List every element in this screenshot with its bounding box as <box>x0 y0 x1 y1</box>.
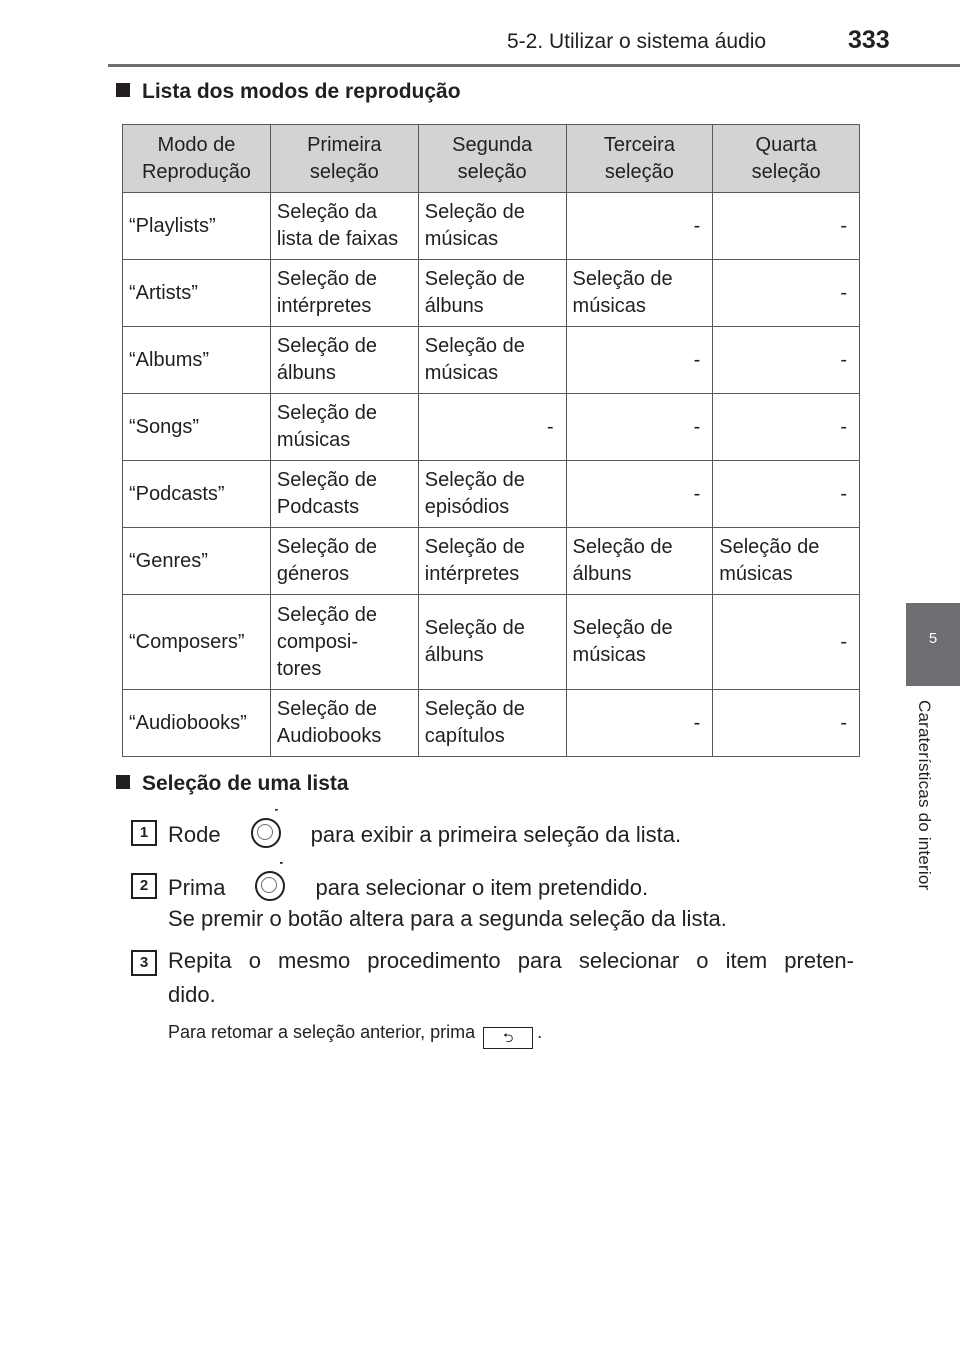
section-heading-text: Seleção de uma lista <box>142 772 349 795</box>
table-cell: Seleção de músicas <box>566 260 713 327</box>
tip-text-part: . <box>537 1022 543 1042</box>
step-number-2: 2 <box>131 873 157 899</box>
table-cell: Seleção de álbuns <box>418 260 566 327</box>
table-row <box>123 193 860 260</box>
step-number-3: 3 <box>131 950 157 976</box>
table-cell: Seleção de álbuns <box>418 595 566 690</box>
table-row <box>123 327 860 394</box>
header-cell: Primeira seleção <box>270 125 418 193</box>
table-cell: Seleção da lista de faixas <box>270 193 418 260</box>
table-cell: “Genres” <box>123 528 271 595</box>
table-cell: Seleção de géneros <box>270 528 418 595</box>
table-cell: - <box>713 394 860 461</box>
table-cell: - <box>713 193 860 260</box>
table-cell: “Albums” <box>123 327 271 394</box>
step-3-line-2: dido. <box>168 982 216 1007</box>
table-cell: Seleção de músicas <box>270 394 418 461</box>
header-cell: Terceira seleção <box>566 125 713 193</box>
step-number-1: 1 <box>131 820 157 846</box>
table-cell: “Playlists” <box>123 193 271 260</box>
table-cell: Seleção de álbuns <box>566 528 713 595</box>
table-cell: “Songs” <box>123 394 271 461</box>
chapter-number: 5 <box>928 630 938 647</box>
table-cell: - <box>566 193 713 260</box>
table-cell: Seleção de Podcasts <box>270 461 418 528</box>
playback-modes-table <box>122 124 860 757</box>
table-cell: - <box>713 327 860 394</box>
tip-text-part: Para retomar a seleção anterior, prima <box>168 1022 476 1042</box>
step-2-text <box>168 861 649 901</box>
table-cell: - <box>566 461 713 528</box>
back-button-icon: ⮌ <box>483 1027 533 1049</box>
table-cell: - <box>566 394 713 461</box>
header-cell: Modo de Reprodução <box>123 125 271 193</box>
table-cell: - <box>566 327 713 394</box>
header-cell: Quarta seleção <box>713 125 860 193</box>
table-row <box>123 690 860 757</box>
header-rule <box>108 64 960 67</box>
table-cell: Seleção de músicas <box>418 327 566 394</box>
table-cell: “Podcasts” <box>123 461 271 528</box>
table-cell: Seleção de músicas <box>418 193 566 260</box>
section-heading-modes <box>116 80 461 104</box>
table-cell: Seleção de álbuns <box>270 327 418 394</box>
table-row <box>123 528 860 595</box>
table-cell: - <box>713 690 860 757</box>
step-1-text <box>168 808 682 848</box>
running-header-title: 5-2. Utilizar o sistema áudio <box>507 30 767 53</box>
table-cell: Seleção de episódios <box>418 461 566 528</box>
section-heading-text: Lista dos modos de reprodução <box>142 80 461 103</box>
step-3-line-1: Repita o mesmo procedimento para selecionar o item preten- <box>168 948 854 973</box>
table-cell: Seleção de intérpretes <box>418 528 566 595</box>
tune-knob-icon: ''''' <box>251 818 281 848</box>
section-heading-select-list <box>116 772 349 796</box>
table-cell: Seleção de capítulos <box>418 690 566 757</box>
table-cell: “Artists” <box>123 260 271 327</box>
chapter-side-label: Caraterísticas do interior <box>915 700 934 891</box>
table-cell: “Audiobooks” <box>123 690 271 757</box>
header-cell: Segunda seleção <box>418 125 566 193</box>
table-row <box>123 394 860 461</box>
tune-knob-icon: ''''' <box>255 871 285 901</box>
bullet-square-icon <box>116 83 130 97</box>
step-2-note: Se premir o botão altera para a segunda seleção da lista. <box>168 906 727 931</box>
table-cell: Seleção de intérpretes <box>270 260 418 327</box>
table-cell: Seleção de músicas <box>566 595 713 690</box>
table-cell: “Composers” <box>123 595 271 690</box>
step-text-part: para selecionar o item pretendido. <box>315 875 649 900</box>
page-number: 333 <box>848 26 890 54</box>
table-cell: - <box>713 260 860 327</box>
table-cell: Seleção de Audiobooks <box>270 690 418 757</box>
tip-text <box>168 1022 542 1049</box>
table-cell: Seleção de composi- tores <box>270 595 418 690</box>
table-cell: - <box>713 461 860 528</box>
step-text-part: Rode <box>168 822 221 847</box>
bullet-square-icon <box>116 775 130 789</box>
table-row <box>123 595 860 690</box>
table-cell: - <box>418 394 566 461</box>
table-header-row <box>123 125 860 193</box>
table-cell: Seleção de músicas <box>713 528 860 595</box>
table-row <box>123 260 860 327</box>
table-row <box>123 461 860 528</box>
step-text-part: Prima <box>168 875 226 900</box>
chapter-tab <box>906 603 960 686</box>
table-cell: - <box>713 595 860 690</box>
step-text-part: para exibir a primeira seleção da lista. <box>310 822 682 847</box>
table-cell: - <box>566 690 713 757</box>
